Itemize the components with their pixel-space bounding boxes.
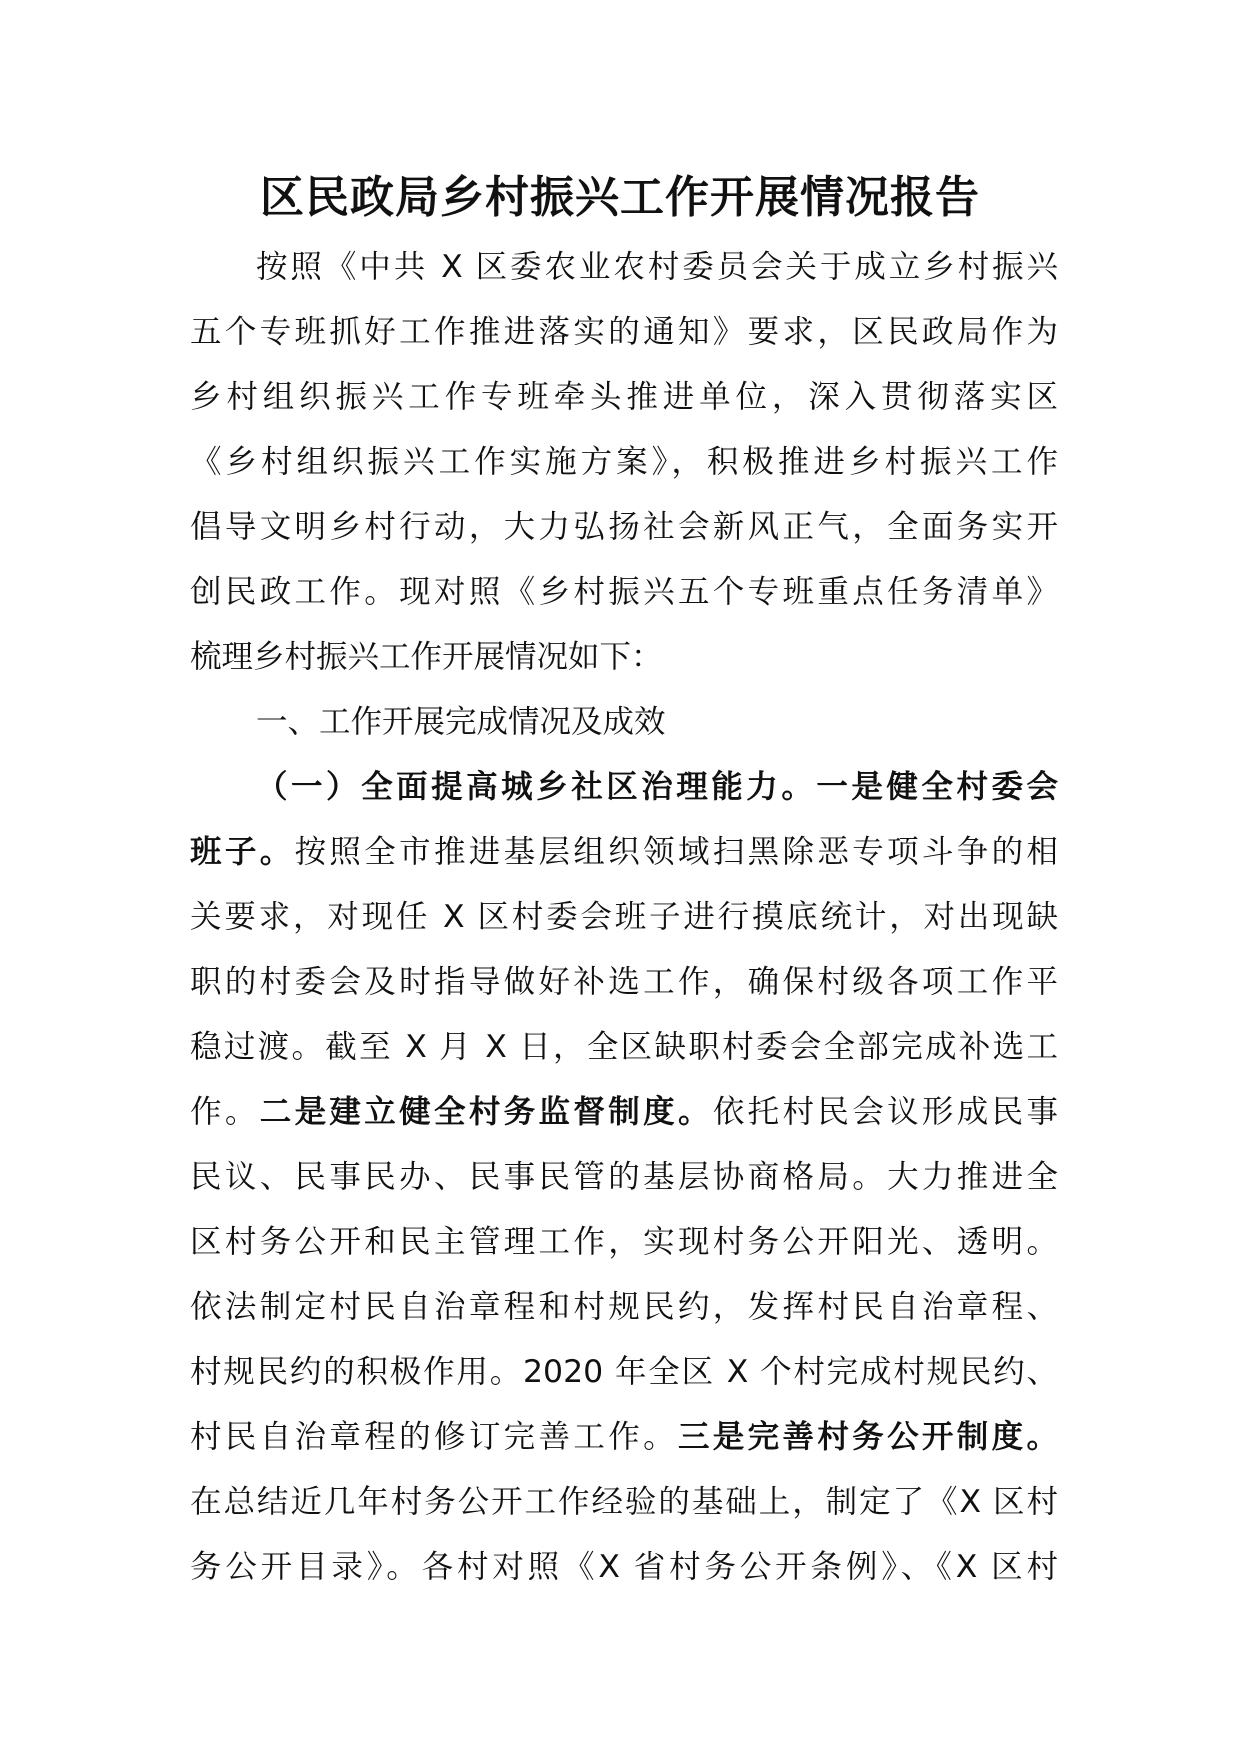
document-title: 区民政局乡村振兴工作开展情况报告 (260, 172, 980, 223)
bold-text-segment: 二是建立健全村务监督制度。 (259, 1094, 713, 1130)
text-line (190, 820, 1058, 885)
text-segment: 梳理乡村振兴工作开展情况如下： (190, 639, 663, 675)
text-line (190, 365, 1058, 430)
text-line (190, 625, 1058, 690)
text-line (190, 235, 1058, 300)
text-line (190, 1470, 1058, 1535)
document-body (190, 235, 1058, 1600)
text-segment: 作。 (190, 1094, 260, 1130)
text-line (190, 1340, 1058, 1405)
text-segment: 五个专班抓好工作推进落实的通知》要求，区民政局作为 (190, 314, 1058, 350)
text-line (190, 1535, 1058, 1600)
text-segment: 民议、民事民办、民事民管的基层协商格局。大力推进全 (190, 1159, 1058, 1195)
text-line (190, 560, 1058, 625)
bold-text-segment: 三是完善村务公开制度。 (677, 1419, 1058, 1455)
text-segment: 按照《中共 X 区委农业农村委员会关于成立乡村振兴 (256, 249, 1058, 285)
text-segment: 区村务公开和民主管理工作，实现村务公开阳光、透明。 (190, 1224, 1058, 1260)
bold-text-segment: （一）全面提高城乡社区治理能力。一是健全村委会 (256, 769, 1058, 805)
text-segment: 乡村组织振兴工作专班牵头推进单位，深入贯彻落实区 (190, 379, 1058, 415)
text-line (190, 300, 1058, 365)
text-segment: 《乡村组织振兴工作实施方案》，积极推进乡村振兴工作 (190, 444, 1058, 480)
text-line (190, 885, 1058, 950)
text-segment: 依法制定村民自治章程和村规民约，发挥村民自治章程、 (190, 1289, 1058, 1325)
text-segment: 在总结近几年村务公开工作经验的基础上，制定了《X 区村 (190, 1484, 1058, 1520)
text-line (190, 690, 1058, 755)
text-segment: 村规民约的积极作用。2020 年全区 X 个村完成村规民约、 (190, 1354, 1058, 1390)
text-segment: 稳过渡。截至 X 月 X 日，全区缺职村委会全部完成补选工 (190, 1029, 1058, 1065)
text-line (190, 950, 1058, 1015)
text-line (190, 1080, 1058, 1145)
bold-text-segment: 班子。 (190, 834, 295, 870)
text-line (190, 1015, 1058, 1080)
text-segment: 务公开目录》。各村对照《X 省村务公开条例》、《X 区村 (190, 1549, 1058, 1585)
text-segment: 一、工作开展完成情况及成效 (256, 704, 666, 740)
text-line (190, 1275, 1058, 1340)
text-segment: 关要求，对现任 X 区村委会班子进行摸底统计，对出现缺 (190, 899, 1058, 935)
text-line (190, 495, 1058, 560)
text-line (190, 430, 1058, 495)
text-line (190, 1145, 1058, 1210)
text-segment: 村民自治章程的修订完善工作。 (190, 1419, 678, 1455)
text-line (190, 1405, 1058, 1470)
text-segment: 依托村民会议形成民事 (712, 1094, 1058, 1130)
text-segment: 职的村委会及时指导做好补选工作，确保村级各项工作平 (190, 964, 1058, 1000)
text-segment: 按照全市推进基层组织领域扫黑除恶专项斗争的相 (294, 834, 1058, 870)
text-line (190, 755, 1058, 820)
text-line (190, 1210, 1058, 1275)
text-segment: 倡导文明乡村行动，大力弘扬社会新风正气，全面务实开 (190, 509, 1058, 545)
text-segment: 创民政工作。现对照《乡村振兴五个专班重点任务清单》 (190, 574, 1058, 610)
